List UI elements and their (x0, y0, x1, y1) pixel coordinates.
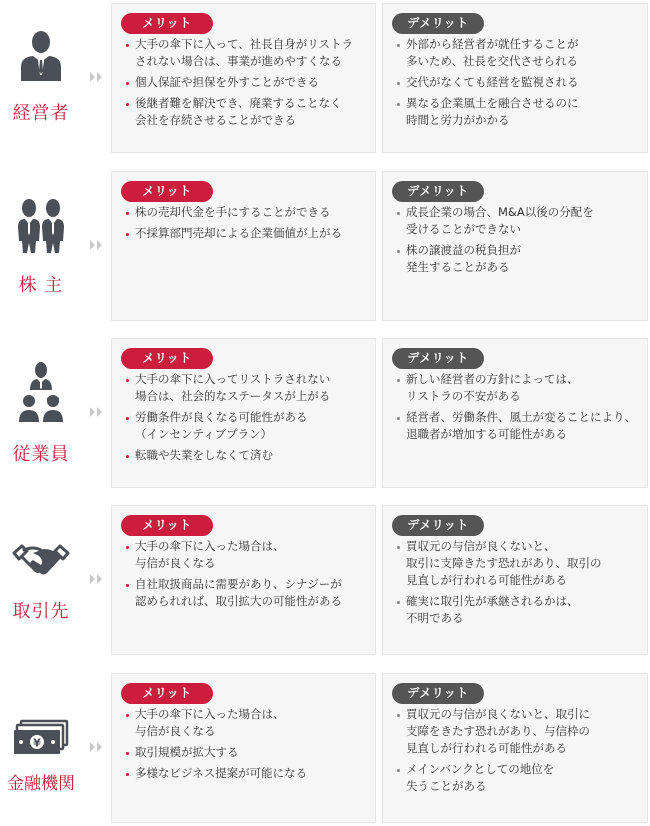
merit-item: 多様なビジネス提案が可能になる (126, 765, 369, 782)
stakeholder-financial-institutions (0, 673, 82, 825)
merit-panel (111, 338, 376, 488)
double-chevron-right-icon (89, 239, 105, 251)
demerit-panel (382, 338, 648, 488)
merit-item: 不採算部門売却による企業価値が上がる (126, 225, 369, 242)
demerit-item: 成長企業の場合、M&A以後の分配を 受けることができない (397, 204, 641, 238)
stakeholder-name: 経営者 (12, 103, 70, 124)
demerit-item: メインバンクとしての地位を 失うことがある (397, 761, 641, 795)
stakeholder-row-employees (0, 338, 650, 490)
merit-badge: メリット (121, 13, 213, 34)
shareholders-icon (0, 197, 82, 253)
double-chevron-right-icon (89, 406, 105, 418)
stakeholder-name: 従業員 (12, 444, 70, 465)
executive-icon (0, 25, 82, 81)
stakeholder-shareholders (0, 171, 82, 323)
merit-item: 転職や失業をしなくて済む (126, 447, 369, 464)
stakeholder-row-financial-institutions (0, 673, 650, 825)
demerit-item: 新しい経営者の方針によっては、 リストラの不安がある (397, 371, 641, 405)
demerit-panel (382, 505, 648, 655)
demerit-badge: デメリット (392, 515, 484, 536)
demerit-item: 確実に取引先が承継されるかは、 不明である (397, 593, 641, 627)
handshake-icon (0, 541, 82, 581)
demerit-panel (382, 171, 648, 321)
merit-item: 大手の傘下に入った場合は、 与信が良くなる (126, 538, 369, 572)
demerit-panel (382, 673, 648, 823)
merit-panel (111, 171, 376, 321)
merit-item: 自社取扱商品に需要があり、シナジーが 認められれば、取引拡大の可能性がある (126, 576, 369, 610)
demerit-item: 交代がなくても経営を監視される (397, 74, 641, 91)
merit-item: 大手の傘下に入ってリストラされない 場合は、社会的なステータスが上がる (126, 371, 369, 405)
stakeholder-name: 金融機関 (7, 774, 75, 794)
demerit-badge: デメリット (392, 348, 484, 369)
demerit-badge: デメリット (392, 181, 484, 202)
merit-item: 株の売却代金を手にすることができる (126, 204, 369, 221)
stakeholder-row-business-partners (0, 505, 650, 657)
double-chevron-right-icon (89, 741, 105, 753)
stakeholder-row-shareholders (0, 171, 650, 323)
merit-panel (111, 3, 376, 153)
demerit-badge: デメリット (392, 683, 484, 704)
stakeholder-name: 株 主 (18, 275, 64, 296)
stakeholder-row-executive (0, 3, 650, 155)
merit-item: 個人保証や担保を外すことができる (126, 74, 369, 91)
demerit-item: 異なる企業風土を融合させるのに 時間と労力がかかる (397, 95, 641, 129)
demerit-item: 外部から経営者が就任することが 多いため、社長を交代させられる (397, 36, 641, 70)
merit-item: 大手の傘下に入った場合は、 与信が良くなる (126, 706, 369, 740)
merit-item: 取引規模が拡大する (126, 744, 369, 761)
merit-item: 労働条件が良くなる可能性がある （インセンティブプラン） (126, 409, 369, 443)
double-chevron-right-icon (89, 71, 105, 83)
demerit-item: 買収元の与信が良くないと、 取引に支障きたす恐れがあり、取引の 見直しが行われる可能性がある (397, 538, 641, 589)
merit-item: 大手の傘下に入って、社長自身がリストラ されない場合は、事業が進めやすくなる (126, 36, 369, 70)
svg-text:¥: ¥ (33, 736, 41, 750)
stakeholder-executive (0, 3, 82, 155)
merit-panel (111, 505, 376, 655)
demerit-panel (382, 3, 648, 153)
merit-panel (111, 673, 376, 823)
merit-item: 後継者難を解決でき、廃業することなく 会社を存続させることができる (126, 95, 369, 129)
stakeholder-name: 取引先 (12, 601, 70, 622)
stakeholder-employees (0, 338, 82, 490)
merit-badge: メリット (121, 683, 213, 704)
demerit-item: 株の譲渡益の税負担が 発生することがある (397, 242, 641, 276)
merit-badge: メリット (121, 515, 213, 536)
merit-badge: メリット (121, 181, 213, 202)
demerit-badge: デメリット (392, 13, 484, 34)
demerit-item: 買収元の与信が良くないと、取引に 支障をきたす恐れがあり、与信枠の 見直しが行われる可能性がある (397, 706, 641, 757)
merit-badge: メリット (121, 348, 213, 369)
demerit-item: 経営者、労働条件、風土が変ることにより、 退職者が増加する可能性がある (397, 409, 641, 443)
stakeholder-business-partners (0, 505, 82, 657)
double-chevron-right-icon (89, 573, 105, 585)
employees-icon (0, 360, 82, 422)
yen-banknotes-icon (0, 717, 82, 757)
